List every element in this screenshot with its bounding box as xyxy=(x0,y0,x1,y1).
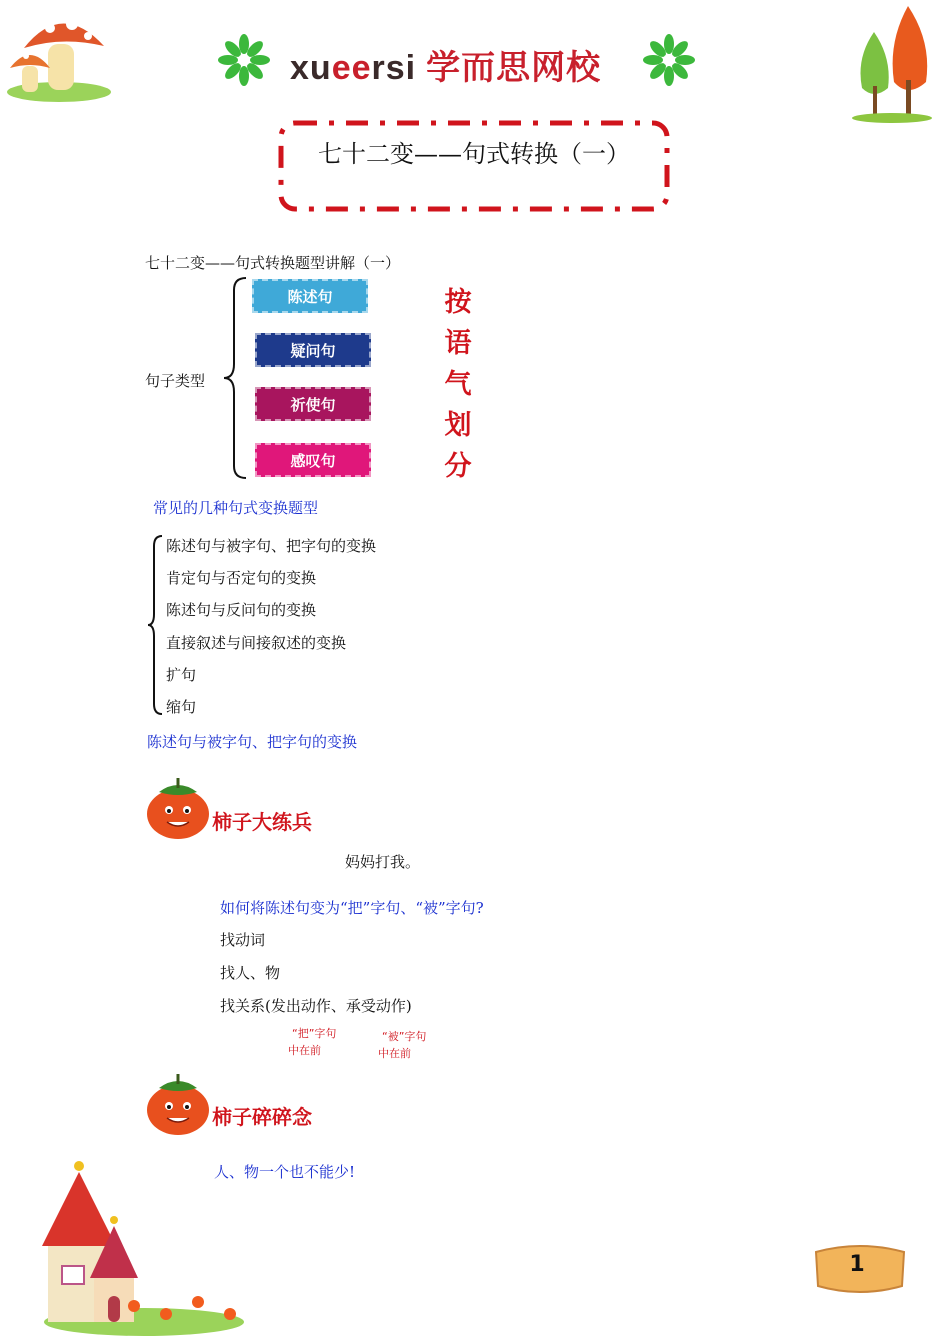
persimmon-mascot-icon xyxy=(145,1070,211,1136)
practice-question: 如何将陈述句变为“把”字句、“被”字句? xyxy=(220,899,484,917)
type-box-exclamatory: 感叹句 xyxy=(255,443,371,477)
brand-logo xyxy=(290,40,601,89)
flower-icon xyxy=(218,34,270,86)
section-heading: 陈述句与被字句、把字句的变换 xyxy=(147,733,358,751)
mood-note-char: 划 xyxy=(444,410,472,441)
mood-note-char: 语 xyxy=(444,328,472,359)
practice-step: 找人、物 xyxy=(220,964,281,982)
trees-decoration xyxy=(846,2,936,124)
common-heading: 常见的几种句式变换题型 xyxy=(153,499,319,517)
brand-chinese: 学而思网校 xyxy=(426,49,602,87)
common-item: 肯定句与否定句的变换 xyxy=(166,569,317,587)
persimmon-mascot-icon xyxy=(145,774,211,840)
note-bei-sub: 中在前 xyxy=(378,1047,411,1060)
chatter-text: 人、物一个也不能少! xyxy=(214,1163,356,1181)
page-title: 七十二变——句式转换（一） xyxy=(318,140,630,168)
mood-note-char: 按 xyxy=(444,287,472,318)
note-ba: “把”字句 xyxy=(292,1027,337,1040)
brace-icon xyxy=(222,276,248,480)
practice-step: 找关系(发出动作、承受动作) xyxy=(220,997,412,1015)
brace-icon xyxy=(146,534,164,716)
brand-latin-part: rsi xyxy=(371,49,417,87)
brand-latin-accent: ee xyxy=(331,49,372,87)
note-bei: “被”字句 xyxy=(382,1030,427,1043)
common-item: 陈述句与反问句的变换 xyxy=(166,601,317,619)
type-box-declarative: 陈述句 xyxy=(252,279,368,313)
common-item: 陈述句与被字句、把字句的变换 xyxy=(166,537,377,555)
practice-step: 找动词 xyxy=(220,931,266,949)
intro-text: 七十二变——句式转换题型讲解（一） xyxy=(145,254,401,272)
brand-latin-part: xu xyxy=(290,49,332,87)
type-box-interrogative: 疑问句 xyxy=(255,333,371,367)
chatter-label: 柿子碎碎念 xyxy=(212,1105,312,1129)
common-item: 缩句 xyxy=(166,698,197,716)
mood-note-char: 分 xyxy=(444,451,472,482)
page-number: 1 xyxy=(849,1252,865,1277)
mushroom-decoration xyxy=(4,6,114,104)
practice-label: 柿子大练兵 xyxy=(212,810,312,834)
common-item: 直接叙述与间接叙述的变换 xyxy=(166,634,347,652)
note-ba-sub: 中在前 xyxy=(288,1044,321,1057)
castle-decoration xyxy=(34,1156,248,1338)
mood-note xyxy=(440,282,476,487)
flower-icon xyxy=(643,34,695,86)
mood-note-char: 气 xyxy=(444,369,472,400)
type-box-imperative: 祈使句 xyxy=(255,387,371,421)
sentence-types-label: 句子类型 xyxy=(145,372,206,390)
example-sentence: 妈妈打我。 xyxy=(345,853,421,871)
common-item: 扩句 xyxy=(166,666,197,684)
